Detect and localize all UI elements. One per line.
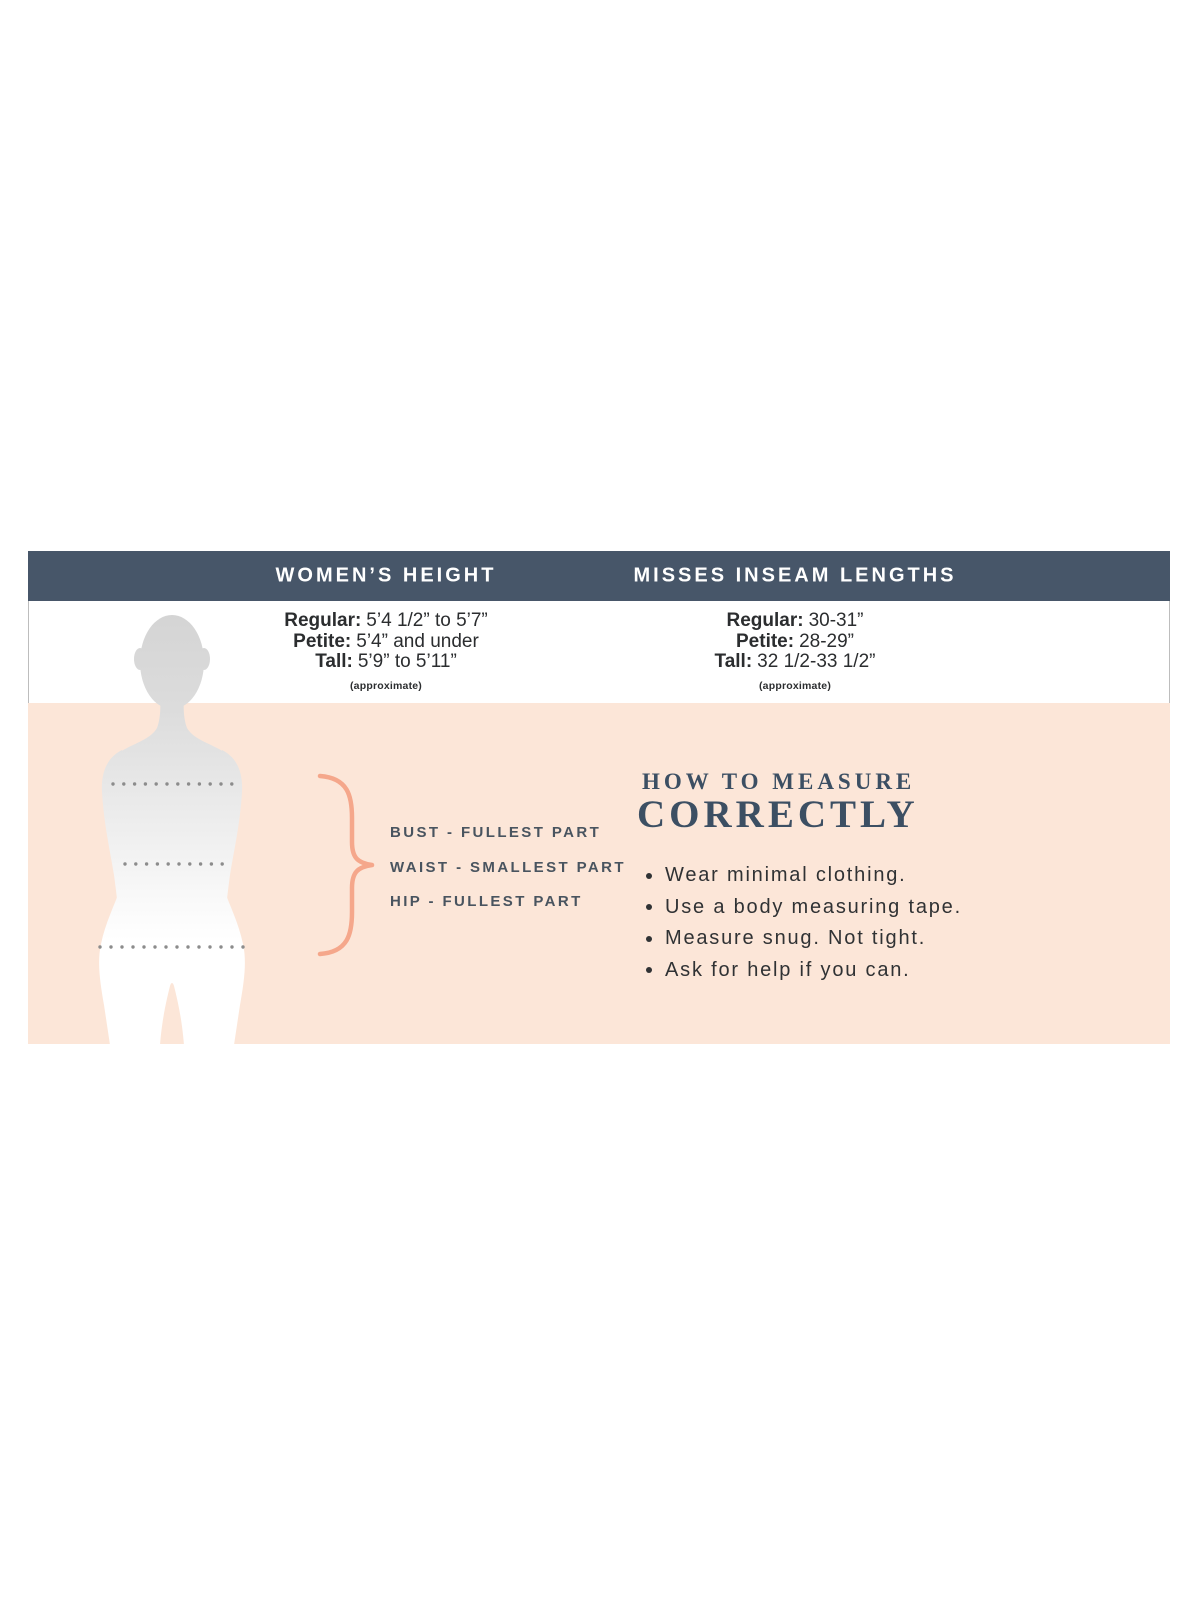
list-item — [646, 892, 962, 924]
list-item — [646, 955, 962, 987]
waist-label: WAIST - SMALLEST PART — [390, 859, 626, 876]
height-approximate-note: (approximate) — [349, 679, 423, 692]
height-regular-value: 5’4 1/2” to 5’7” — [366, 610, 488, 631]
inseam-petite-value: 28-29” — [799, 630, 854, 652]
height-row-petite — [284, 632, 488, 653]
inseam-regular-label: Regular: — [726, 610, 804, 631]
bust-label: BUST - FULLEST PART — [390, 824, 602, 841]
womens-height-values — [284, 611, 488, 696]
tip-use-measuring-tape: Use a body measuring tape. — [665, 895, 962, 918]
inseam-tall-value: 32 1/2-33 1/2” — [757, 651, 876, 672]
measurement-brace-icon — [308, 770, 388, 960]
measuring-tips-list — [646, 860, 962, 986]
tip-ask-for-help: Ask for help if you can. — [665, 958, 911, 981]
heading-how-to-measure: HOW TO MEASURE — [642, 769, 916, 794]
inseam-row-regular — [715, 611, 876, 632]
bullet-icon — [646, 967, 652, 973]
inseam-petite-label: Petite: — [736, 630, 795, 652]
height-row-regular — [284, 611, 488, 632]
height-row-tall — [284, 652, 488, 673]
height-petite-value: 5’4” and under — [356, 630, 479, 652]
list-item — [646, 923, 962, 955]
column-header-misses-inseam-lengths: MISSES INSEAM LENGTHS — [633, 564, 957, 587]
height-tall-label: Tall: — [315, 651, 353, 672]
bullet-icon — [646, 873, 652, 879]
woman-silhouette — [40, 610, 310, 1045]
inseam-row-petite — [715, 632, 876, 653]
inseam-row-tall — [715, 652, 876, 673]
bullet-icon — [646, 936, 652, 942]
inseam-tall-label: Tall: — [714, 651, 753, 672]
height-tall-value: 5’9” to 5’11” — [357, 651, 457, 672]
how-to-measure-heading — [637, 769, 919, 836]
misses-inseam-values — [715, 611, 876, 696]
tip-wear-minimal-clothing: Wear minimal clothing. — [665, 864, 907, 887]
bullet-icon — [646, 904, 652, 910]
height-regular-label: Regular: — [284, 610, 362, 631]
heading-correctly: CORRECTLY — [637, 793, 919, 836]
hip-label: HIP - FULLEST PART — [390, 893, 583, 910]
table-header-bar — [28, 551, 1170, 601]
brace-path — [320, 776, 372, 954]
inseam-regular-value: 30-31” — [808, 610, 864, 631]
tip-measure-snug: Measure snug. Not tight. — [665, 927, 927, 950]
column-header-womens-height: WOMEN’S HEIGHT — [275, 564, 497, 587]
inseam-approximate-note: (approximate) — [758, 679, 832, 692]
list-item — [646, 860, 962, 892]
height-petite-label: Petite: — [293, 630, 352, 652]
